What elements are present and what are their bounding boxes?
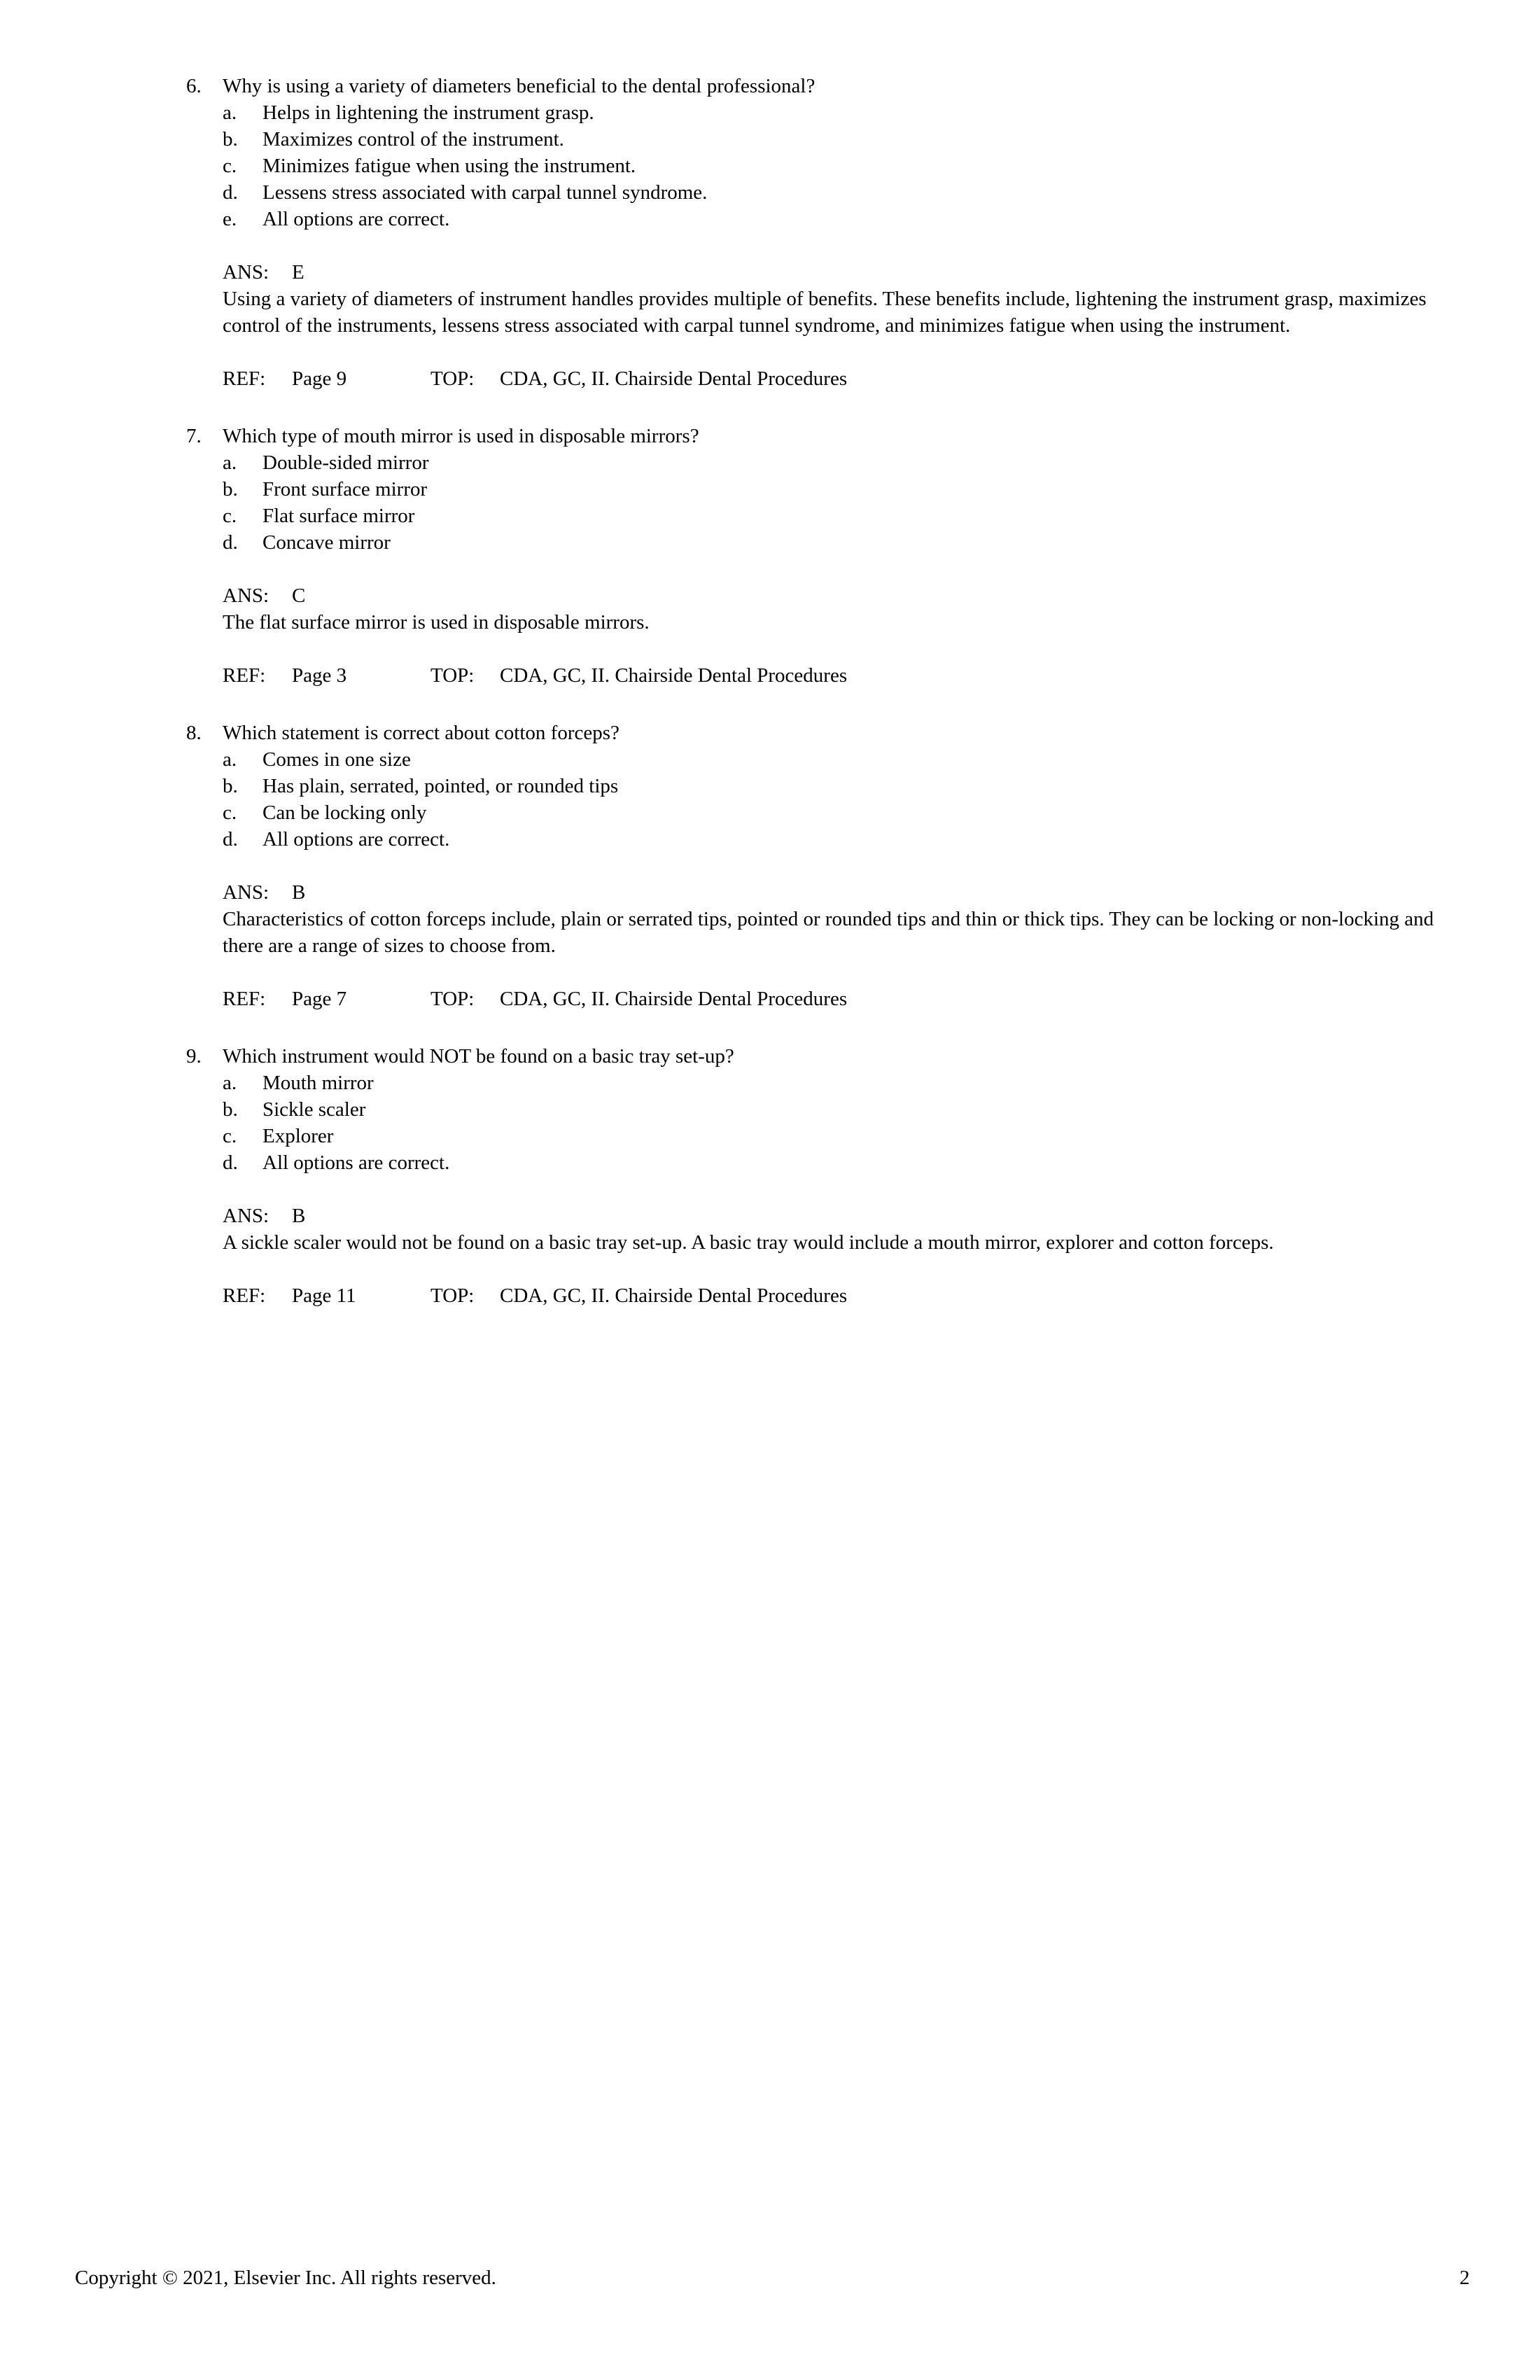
ref-value: Page 3 bbox=[292, 664, 347, 687]
topic-label: TOP: bbox=[430, 1284, 475, 1307]
option-text: Mouth mirror bbox=[262, 1072, 374, 1094]
reference-row bbox=[0, 365, 1540, 392]
option-text: Helps in lightening the instrument grasp. bbox=[262, 102, 594, 124]
option-letter: d. bbox=[223, 181, 238, 204]
option-row bbox=[0, 773, 1540, 799]
option-text: Double-sided mirror bbox=[262, 451, 429, 474]
answer-value: B bbox=[292, 881, 306, 904]
question-row bbox=[0, 720, 1540, 746]
option-row bbox=[0, 179, 1540, 206]
question-block-7 bbox=[0, 423, 1540, 689]
reference-row bbox=[0, 1282, 1540, 1309]
option-row bbox=[0, 153, 1540, 179]
question-row bbox=[0, 1043, 1540, 1070]
question-block-6 bbox=[0, 73, 1540, 392]
option-text: Sickle scaler bbox=[262, 1098, 366, 1121]
option-letter: d. bbox=[223, 828, 238, 850]
option-letter: d. bbox=[223, 1152, 238, 1174]
ref-value: Page 9 bbox=[292, 368, 347, 390]
option-row bbox=[0, 503, 1540, 529]
answer-row bbox=[0, 1203, 1540, 1229]
reference-row bbox=[0, 986, 1540, 1012]
option-letter: a. bbox=[223, 1072, 237, 1094]
option-text: Concave mirror bbox=[262, 531, 391, 554]
option-letter: a. bbox=[223, 451, 237, 474]
answer-row bbox=[0, 259, 1540, 286]
question-number: 8. bbox=[186, 722, 202, 744]
option-letter: e. bbox=[223, 208, 237, 230]
option-text: Minimizes fatigue when using the instrument. bbox=[262, 155, 636, 177]
option-row bbox=[0, 1096, 1540, 1123]
answer-value: E bbox=[292, 261, 304, 284]
option-letter: b. bbox=[223, 478, 238, 500]
topic-label: TOP: bbox=[430, 664, 475, 687]
option-letter: c. bbox=[223, 155, 237, 177]
option-letter: a. bbox=[223, 102, 237, 124]
option-letter: a. bbox=[223, 748, 237, 771]
page-number: 2 bbox=[1460, 2267, 1470, 2289]
ref-value: Page 11 bbox=[292, 1284, 356, 1307]
option-text: Lessens stress associated with carpal tunnel syndrome. bbox=[262, 181, 708, 204]
explanation-text: Using a variety of diameters of instrument handles provides multiple of benefits. These benefits include, lightening the instrument grasp, maximizes control of the instruments, lessens stress associated with carpal tunnel syndrome, and minimizes fatigue when using the instrument. bbox=[223, 288, 1427, 337]
question-row bbox=[0, 73, 1540, 99]
option-letter: c. bbox=[223, 1125, 237, 1147]
topic-value: CDA, GC, II. Chairside Dental Procedures bbox=[500, 368, 848, 390]
option-row bbox=[0, 126, 1540, 153]
option-row bbox=[0, 449, 1540, 476]
option-text: All options are correct. bbox=[262, 1152, 450, 1174]
topic-label: TOP: bbox=[430, 988, 475, 1010]
answer-value: B bbox=[292, 1205, 306, 1227]
option-row bbox=[0, 529, 1540, 556]
ref-label: REF: bbox=[223, 1284, 266, 1307]
copyright-text: Copyright © 2021, Elsevier Inc. All rights reserved. bbox=[75, 2267, 496, 2289]
option-row bbox=[0, 206, 1540, 232]
ref-label: REF: bbox=[223, 988, 266, 1010]
option-text: Maximizes control of the instrument. bbox=[262, 128, 564, 150]
answer-value: C bbox=[292, 584, 306, 607]
option-letter: b. bbox=[223, 128, 238, 150]
option-row bbox=[0, 476, 1540, 503]
explanation-text: A sickle scaler would not be found on a basic tray set-up. A basic tray would include a mouth mirror, explorer and cotton forceps. bbox=[223, 1231, 1274, 1254]
option-row bbox=[0, 99, 1540, 126]
option-row bbox=[0, 1070, 1540, 1096]
question-text: Why is using a variety of diameters beneficial to the dental professional? bbox=[223, 75, 816, 97]
topic-label: TOP: bbox=[430, 368, 475, 390]
page-footer bbox=[0, 2264, 1540, 2291]
question-number: 6. bbox=[186, 75, 202, 97]
topic-value: CDA, GC, II. Chairside Dental Procedures bbox=[500, 664, 848, 687]
reference-row bbox=[0, 662, 1540, 689]
option-text: Front surface mirror bbox=[262, 478, 428, 500]
ref-label: REF: bbox=[223, 368, 266, 390]
question-number: 7. bbox=[186, 425, 202, 447]
question-text: Which statement is correct about cotton forceps? bbox=[223, 722, 620, 744]
option-letter: d. bbox=[223, 531, 238, 554]
option-letter: c. bbox=[223, 505, 237, 527]
option-letter: b. bbox=[223, 775, 238, 797]
question-block-9 bbox=[0, 1043, 1540, 1309]
option-text: All options are correct. bbox=[262, 208, 450, 230]
option-row bbox=[0, 746, 1540, 773]
question-block-8 bbox=[0, 720, 1540, 1012]
option-row bbox=[0, 826, 1540, 853]
answer-label: ANS: bbox=[223, 584, 270, 607]
answer-row bbox=[0, 879, 1540, 906]
option-text: Can be locking only bbox=[262, 802, 427, 824]
option-text: Has plain, serrated, pointed, or rounded tips bbox=[262, 775, 619, 797]
answer-label: ANS: bbox=[223, 1205, 270, 1227]
option-text: Comes in one size bbox=[262, 748, 411, 771]
answer-label: ANS: bbox=[223, 881, 270, 904]
option-text: Explorer bbox=[262, 1125, 334, 1147]
option-row bbox=[0, 1149, 1540, 1176]
option-text: Flat surface mirror bbox=[262, 505, 415, 527]
option-row bbox=[0, 1123, 1540, 1149]
question-number: 9. bbox=[186, 1045, 202, 1068]
topic-value: CDA, GC, II. Chairside Dental Procedures bbox=[500, 1284, 848, 1307]
question-row bbox=[0, 423, 1540, 449]
explanation-text: The flat surface mirror is used in disposable mirrors. bbox=[223, 611, 650, 634]
questions-area bbox=[0, 73, 1540, 1340]
question-text: Which type of mouth mirror is used in disposable mirrors? bbox=[223, 425, 699, 447]
topic-value: CDA, GC, II. Chairside Dental Procedures bbox=[500, 988, 848, 1010]
ref-label: REF: bbox=[223, 664, 266, 687]
option-text: All options are correct. bbox=[262, 828, 450, 850]
option-letter: b. bbox=[223, 1098, 238, 1121]
question-text: Which instrument would NOT be found on a basic tray set-up? bbox=[223, 1045, 734, 1068]
ref-value: Page 7 bbox=[292, 988, 347, 1010]
option-letter: c. bbox=[223, 802, 237, 824]
answer-row bbox=[0, 582, 1540, 609]
answer-label: ANS: bbox=[223, 261, 270, 284]
explanation-text: Characteristics of cotton forceps include, plain or serrated tips, pointed or rounded tips and thin or thick tips. They can be locking or non-locking and there are a range of sizes to choose from. bbox=[223, 908, 1434, 957]
option-row bbox=[0, 799, 1540, 826]
